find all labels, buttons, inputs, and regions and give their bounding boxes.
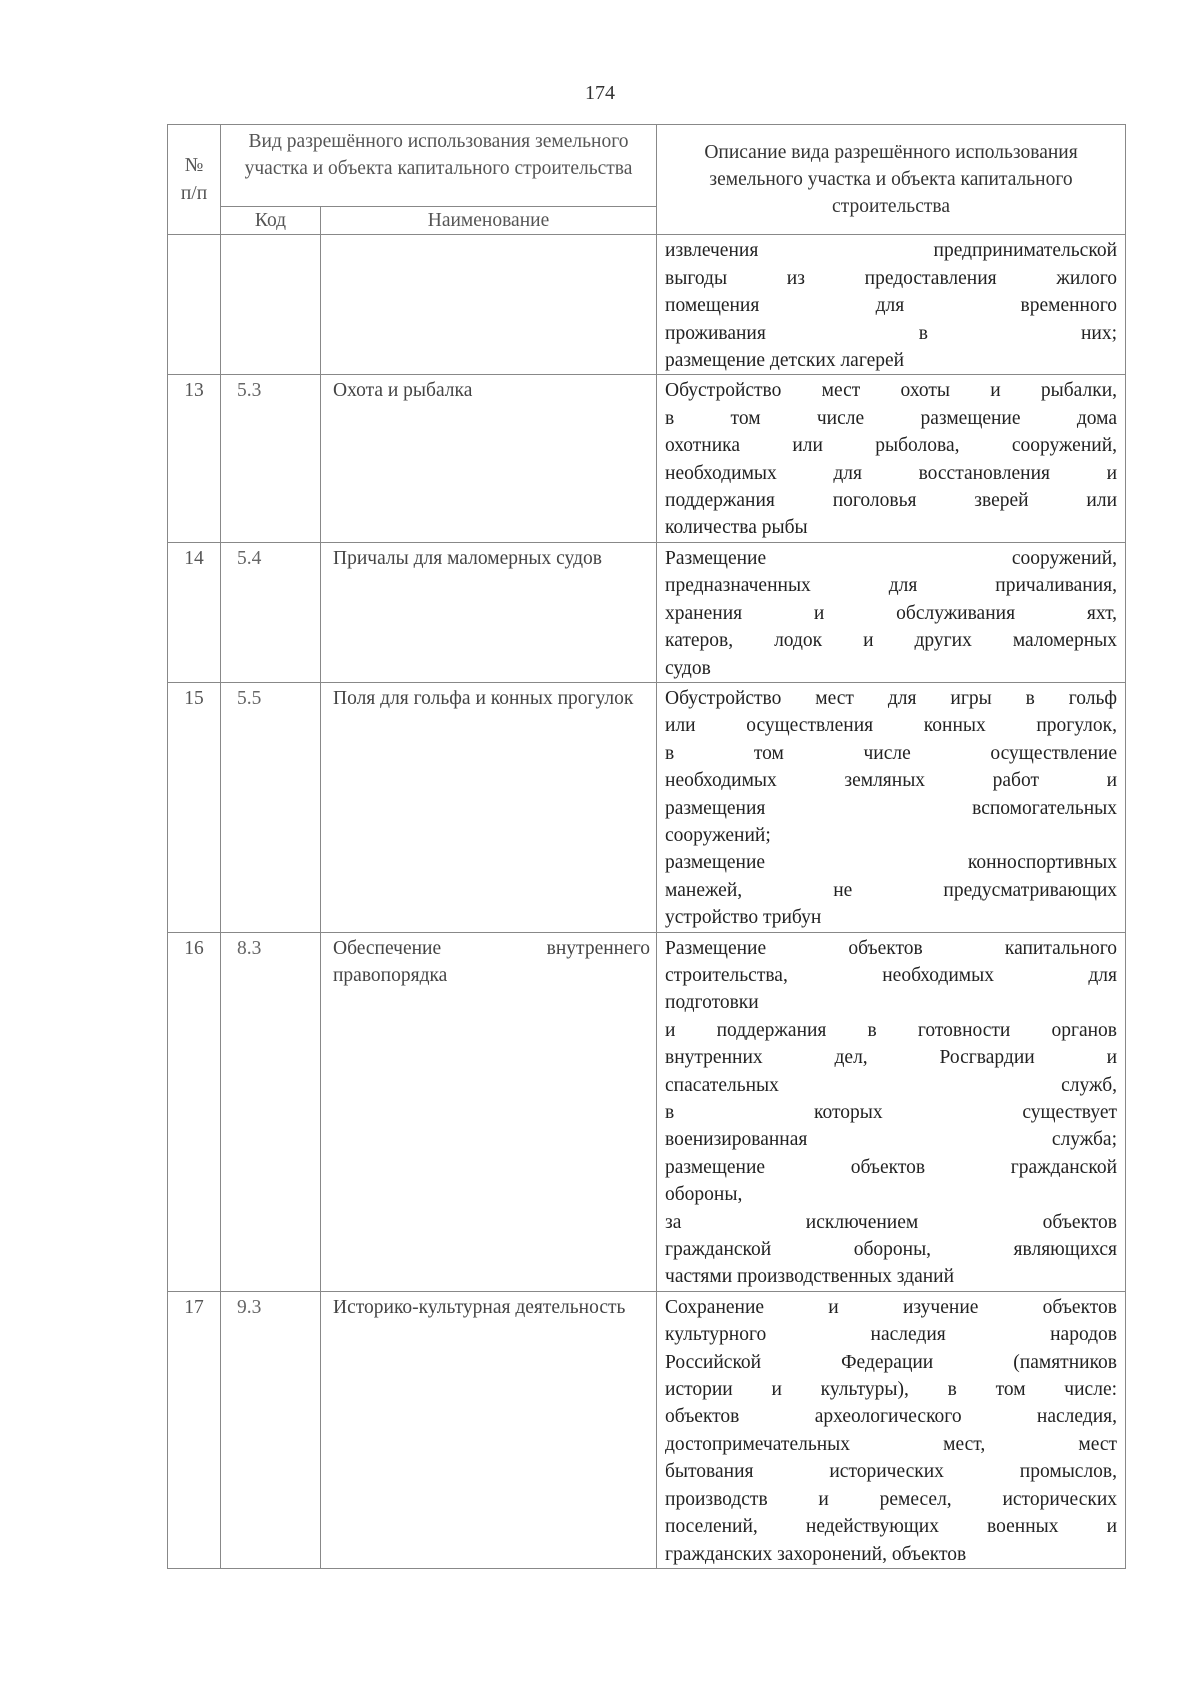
- row-name: Причалы для маломерных судов: [321, 542, 657, 682]
- description-line: количества рыбы: [665, 517, 808, 539]
- header-description: Описание вида разрешённого использования земельного участка и объекта капитального строительства: [657, 125, 1126, 235]
- description-line: судов: [665, 657, 711, 679]
- description-line: необходимых для восстановления и: [665, 462, 1118, 484]
- table-row: [168, 542, 1126, 682]
- description-line: Обустройство мест для игры в гольф: [665, 687, 1118, 709]
- header-name: Наименование: [321, 207, 657, 235]
- description-line: катеров, лодок и других маломерных: [665, 630, 1118, 652]
- description-line: в которых существует: [665, 1102, 1118, 1123]
- table-row: [168, 1291, 1126, 1568]
- description-line: устройство трибун: [665, 907, 822, 929]
- row-name: Историко-культурная деятельность: [321, 1291, 657, 1568]
- description-line: и поддержания в готовности органов: [665, 1019, 1118, 1041]
- row-code: 9.3: [221, 1291, 321, 1568]
- row-name: Охота и рыбалка: [321, 375, 657, 542]
- header-number: № п/п: [168, 125, 221, 235]
- row-code: 5.3: [221, 375, 321, 542]
- description-line: культурного наследия народов: [665, 1324, 1118, 1346]
- description-line: необходимых земляных работ и: [665, 770, 1118, 792]
- row-number: 14: [168, 542, 221, 682]
- description-line: выгоды из предоставления жилого: [665, 267, 1118, 289]
- description-line: достопримечательных мест, мест: [665, 1433, 1118, 1455]
- description-line: военизированная служба;: [665, 1129, 1118, 1151]
- row-description: [657, 1291, 1126, 1568]
- table-row: [168, 235, 1126, 375]
- description-line: размещение объектов гражданской: [665, 1156, 1118, 1178]
- table-body: [168, 235, 1126, 1569]
- description-line: хранения и обслуживания яхт,: [665, 602, 1118, 624]
- description-line: предназначенных для причаливания,: [665, 575, 1118, 597]
- row-number: 13: [168, 375, 221, 542]
- description-line: Российской Федерации (памятников: [665, 1351, 1118, 1373]
- row-number: 17: [168, 1291, 221, 1568]
- description-line: или осуществления конных прогулок,: [665, 715, 1118, 737]
- table-row: [168, 932, 1126, 1291]
- row-number: 15: [168, 682, 221, 932]
- description-line: извлечения предпринимательской: [665, 240, 1118, 262]
- row-code: 5.4: [221, 542, 321, 682]
- description-line: манежей, не предусматривающих: [665, 879, 1118, 901]
- description-line: поддержания поголовья зверей или: [665, 490, 1118, 512]
- row-code: 5.5: [221, 682, 321, 932]
- row-description: [657, 375, 1126, 542]
- description-line: спасательных служб,: [665, 1074, 1118, 1096]
- header-use-type-group: Вид разрешённого использования земельного участка и объекта капитального строительства: [221, 125, 657, 207]
- description-line: объектов археологического наследия,: [665, 1406, 1118, 1428]
- row-name: Обеспечение внутреннего правопорядка: [321, 932, 657, 1291]
- row-name: Поля для гольфа и конных прогулок: [321, 682, 657, 932]
- description-line: Обустройство мест охоты и рыбалки,: [665, 380, 1118, 402]
- row-description: [657, 235, 1126, 375]
- description-line: помещения для временного: [665, 295, 1118, 317]
- description-line: в том числе осуществление: [665, 742, 1118, 764]
- description-line: размещение детских лагерей: [665, 350, 905, 372]
- description-line: Размещение сооружений,: [665, 547, 1118, 569]
- description-line: бытования исторических промыслов,: [665, 1461, 1118, 1483]
- description-line: поселений, недействующих военных и: [665, 1516, 1118, 1538]
- description-line: внутренних дел, Росгвардии и: [665, 1047, 1118, 1069]
- row-description: [657, 682, 1126, 932]
- table-row: [168, 375, 1126, 542]
- description-line: за исключением объектов: [665, 1211, 1118, 1233]
- description-line: сооружений;: [665, 824, 771, 846]
- description-line: размещение конноспортивных: [665, 852, 1118, 874]
- description-line: Размещение объектов капитального: [665, 937, 1118, 959]
- description-line: Сохранение и изучение объектов: [665, 1296, 1118, 1318]
- description-line: проживания в них;: [665, 322, 1118, 344]
- description-line: частями производственных зданий: [665, 1266, 955, 1288]
- description-line: производств и ремесел, исторических: [665, 1488, 1118, 1510]
- page-number: 174: [585, 82, 615, 104]
- description-line: размещения вспомогательных: [665, 797, 1118, 819]
- table-row: [168, 682, 1126, 932]
- description-line: истории и культуры), в том числе:: [665, 1379, 1118, 1401]
- description-line: гражданской обороны, являющихся: [665, 1239, 1118, 1261]
- description-line: подготовки: [665, 992, 759, 1014]
- description-line: гражданских захоронений, объектов: [665, 1543, 967, 1565]
- land-use-table: [167, 124, 1126, 1569]
- description-line: в том числе размещение дома: [665, 407, 1118, 429]
- description-line: строительства, необходимых для: [665, 964, 1118, 986]
- description-line: охотника или рыболова, сооружений,: [665, 435, 1118, 457]
- header-code: Код: [221, 207, 321, 235]
- row-code: [221, 235, 321, 375]
- row-description: [657, 932, 1126, 1291]
- row-number: 16: [168, 932, 221, 1291]
- row-description: [657, 542, 1126, 682]
- row-number: [168, 235, 221, 375]
- description-line: обороны,: [665, 1184, 743, 1206]
- row-name: [321, 235, 657, 375]
- row-code: 8.3: [221, 932, 321, 1291]
